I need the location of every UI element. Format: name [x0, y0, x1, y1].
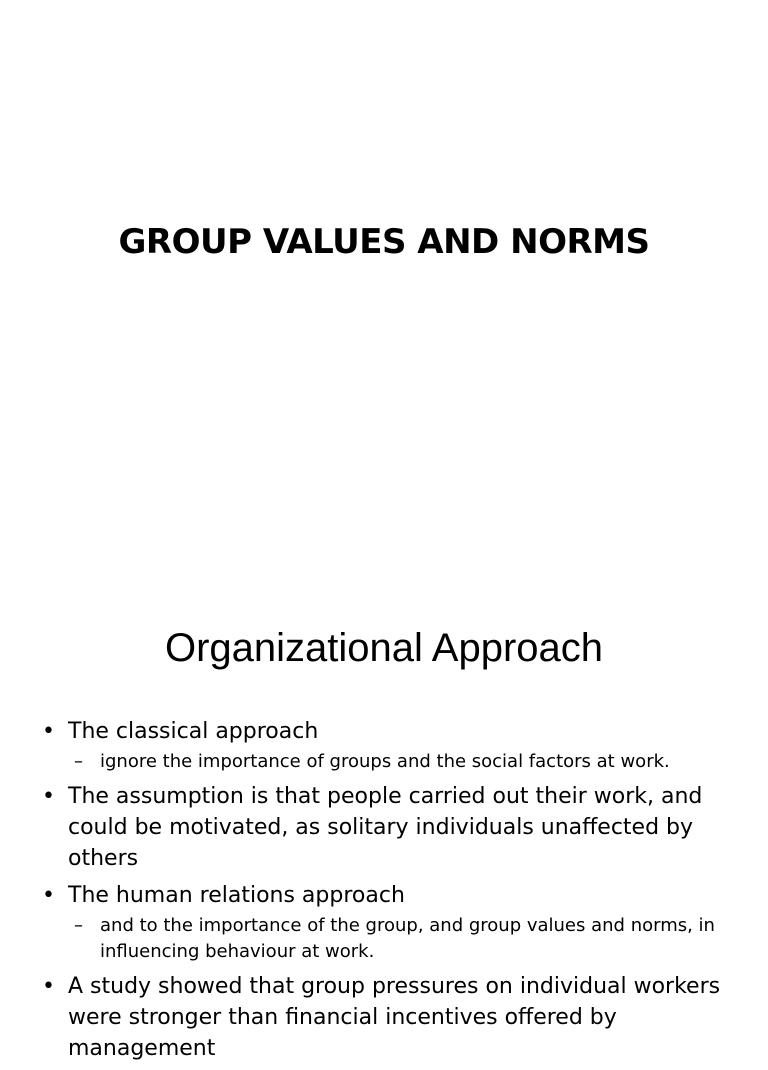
bullet-text: The classical approach [68, 719, 319, 744]
slide-title: GROUP VALUES AND NORMS [118, 222, 650, 262]
bullet-item [42, 880, 732, 965]
bullet-item [42, 716, 732, 775]
slide-2 [0, 576, 768, 1061]
sub-bullet-list [68, 913, 732, 965]
bullet-item [42, 781, 732, 874]
sub-bullet-text: and to the importance of the group, and group values and norms, in influencing behaviour at work. [100, 915, 715, 962]
bullet-glyph: • [42, 974, 55, 999]
bullet-list [42, 716, 732, 1070]
bullet-item [42, 971, 732, 1064]
bullet-glyph: • [42, 719, 55, 744]
bullet-text: The human relations approach [68, 883, 405, 908]
sub-bullet-text: ignore the importance of groups and the social factors at work. [100, 751, 670, 772]
slide-title: Organizational Approach [164, 626, 604, 670]
bullet-text: The assumption is that people carried out their work, and could be motivated, as solitary individuals unaffected by others [68, 784, 703, 871]
sub-bullet-item [74, 749, 732, 775]
bullet-glyph: • [42, 883, 55, 908]
bullet-glyph: • [42, 784, 55, 809]
dash-glyph: – [74, 915, 83, 936]
sub-bullet-item [74, 913, 732, 965]
sub-bullet-list [68, 749, 732, 775]
bullet-text: A study showed that group pressures on individual workers were stronger than financial incentives offered by management [68, 974, 721, 1061]
dash-glyph: – [74, 751, 83, 772]
